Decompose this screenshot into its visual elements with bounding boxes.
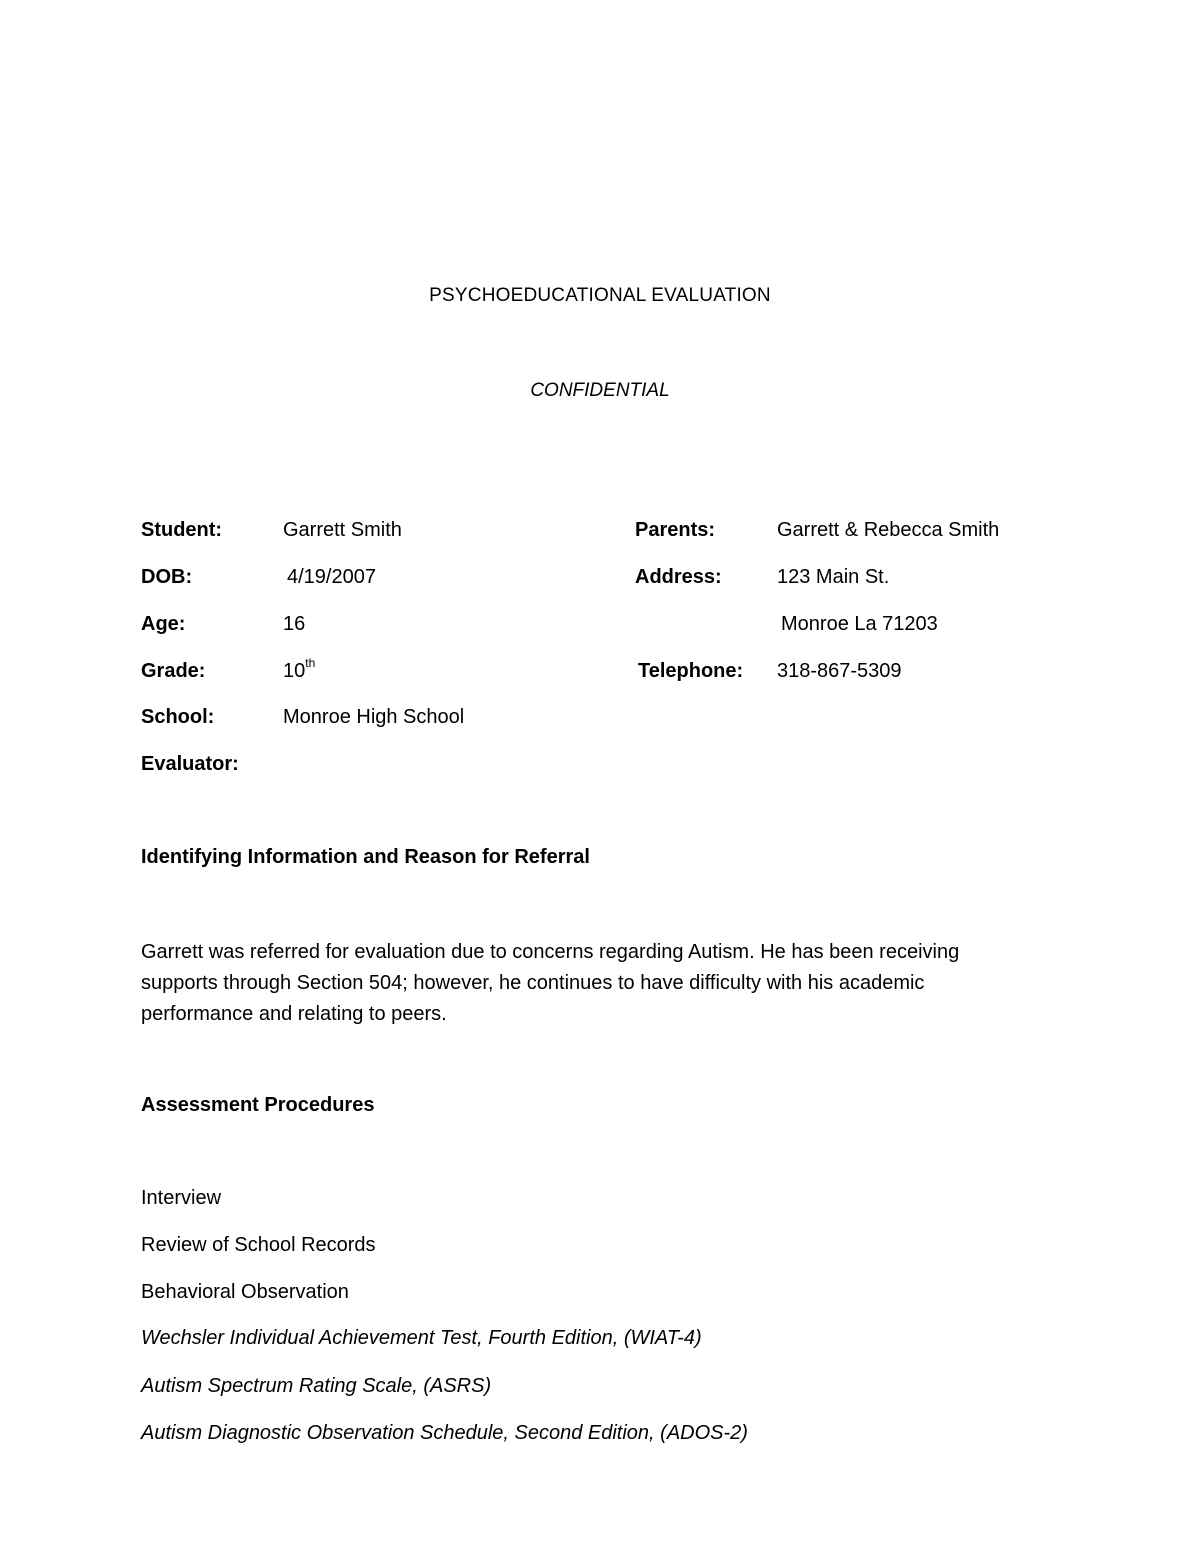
confidential-label: CONFIDENTIAL: [530, 380, 670, 401]
evaluator-label: Evaluator:: [141, 753, 239, 775]
grade-suffix: th: [305, 656, 316, 671]
telephone-label: Telephone:: [638, 660, 744, 682]
assessment-item: Behavioral Observation: [141, 1281, 349, 1303]
dob-label: DOB:: [141, 566, 193, 588]
grade-number: 10: [283, 660, 306, 682]
assessment-item: Review of School Records: [141, 1234, 376, 1256]
address-label: Address:: [635, 566, 722, 588]
grade-value: [283, 656, 316, 683]
referral-paragraph: Garrett was referred for evaluation due to concerns regarding Autism. He has been receiving supports through Section 504; however, he continues to have difficulty with his academic performance and relating to peers.: [141, 941, 960, 1025]
student-label: Student:: [141, 519, 223, 541]
student-value: Garrett Smith: [283, 519, 402, 541]
grade-label: Grade:: [141, 660, 206, 682]
document-title: PSYCHOEDUCATIONAL EVALUATION: [429, 285, 771, 306]
parents-value: Garrett & Rebecca Smith: [777, 519, 1000, 541]
age-label: Age:: [141, 613, 186, 635]
referral-heading: Identifying Information and Reason for Referral: [141, 846, 590, 868]
assessment-item: Wechsler Individual Achievement Test, Fourth Edition, (WIAT-4): [141, 1327, 702, 1349]
assessment-item: Autism Diagnostic Observation Schedule, Second Edition, (ADOS-2): [141, 1422, 748, 1444]
address-line2: Monroe La 71203: [781, 613, 938, 635]
assessment-item: Interview: [141, 1187, 222, 1209]
dob-value: 4/19/2007: [287, 566, 376, 588]
school-value: Monroe High School: [283, 706, 465, 728]
telephone-value: 318-867-5309: [777, 660, 902, 682]
assessment-item: Autism Spectrum Rating Scale, (ASRS): [141, 1375, 492, 1397]
assessment-heading: Assessment Procedures: [141, 1094, 375, 1116]
address-line1: 123 Main St.: [777, 566, 890, 588]
school-label: School:: [141, 706, 215, 728]
age-value: 16: [283, 613, 306, 635]
parents-label: Parents:: [635, 519, 716, 541]
